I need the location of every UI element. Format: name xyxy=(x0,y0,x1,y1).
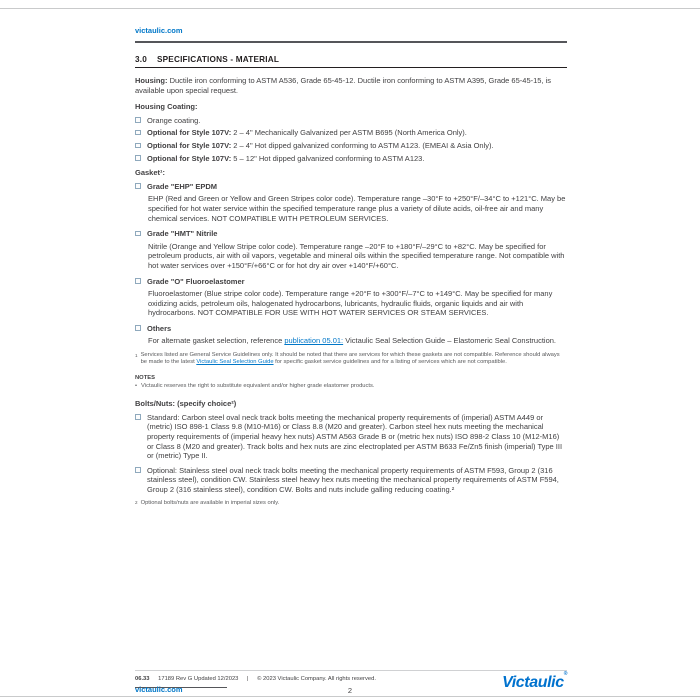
checkbox[interactable] xyxy=(135,467,141,473)
header-rule xyxy=(135,41,567,43)
coating-option-row xyxy=(135,128,567,138)
page-number: 2 xyxy=(347,686,353,695)
bottom-site-link[interactable]: victaulic.com xyxy=(135,685,183,694)
top-site-link[interactable]: victaulic.com xyxy=(135,26,183,35)
gasket-label: Gasket¹: xyxy=(135,168,166,178)
gasket-grade-title: Grade "O" Fluoroelastomer xyxy=(147,276,245,286)
checkbox[interactable] xyxy=(135,278,141,284)
section-heading-rule xyxy=(135,67,567,68)
checkbox[interactable] xyxy=(135,117,141,123)
checkbox[interactable] xyxy=(135,325,141,331)
section-heading xyxy=(135,55,567,64)
checkbox[interactable] xyxy=(135,231,141,237)
bolt-option-row xyxy=(135,413,567,461)
page-bottom-edge xyxy=(0,696,700,697)
footnote-text: Services listed are General Service Guidelines only. It should be noted that there are services for which these gaskets are not compatible. Reference should always be made to the latest Victaulic Seal Selection Guide for specific gasket service guidelines and for a listing of services which are not compatible. xyxy=(140,352,560,366)
housing-label: Housing: xyxy=(135,76,168,85)
checkbox[interactable] xyxy=(135,183,141,189)
coating-option-text: Optional for Style 107V: 2 – 4" Hot dipped galvanized conforming to ASTM A123. (EMEAI & Asia Only). xyxy=(147,140,494,150)
gasket-grade-row xyxy=(135,229,567,239)
bolts-nuts-label: Bolts/Nuts: (specify choice²) xyxy=(135,399,237,409)
coating-option-row xyxy=(135,116,567,126)
logo-text: Victaulic xyxy=(502,674,564,691)
gasket-others-title: Others xyxy=(147,323,172,333)
coating-option-row xyxy=(135,154,567,164)
victaulic-logo xyxy=(502,670,567,692)
checkbox[interactable] xyxy=(135,143,141,149)
section-number: 3.0 xyxy=(135,55,147,64)
footnote-text: Optional bolts/nuts are available in imperial sizes only. xyxy=(140,499,280,506)
footnote-1 xyxy=(135,352,567,367)
bolt-option-text: Standard: Carbon steel oval neck track bolts meeting the mechanical property requirements of (imperial) ASTM A449 or (metric) ISO 898-1 Class 9.8 (M10-M16) or Class 8.8 (M20 and greater). Carbon steel hex nuts meeting the mechanical property requirements of (imperial heavy hex nuts) ASTM A563 Grade B or (metric hex nuts) ISO 898-2 Class 10 (M12-M16) or Class 8 (M20 and greater). Track bolts and hex nuts are zinc electroplated per ASTM B633 Fe/Zn5 finish (imperial) Type III or (metric) Type II. xyxy=(147,412,563,461)
footer-rule xyxy=(135,670,567,671)
coating-option-row xyxy=(135,141,567,151)
bullet-icon: • xyxy=(135,382,138,389)
copyright-text: © 2023 Victaulic Company. All rights reserved. xyxy=(257,676,376,682)
coating-option-text: Optional for Style 107V: 2 – 4" Mechanically Galvanized per ASTM B695 (North America Only). xyxy=(147,128,467,138)
doc-number: 06.33 xyxy=(135,676,150,682)
footnote-marker: 2 xyxy=(135,500,138,506)
gasket-grade-row xyxy=(135,182,567,192)
note-text: Victaulic reserves the right to substitute equivalent and/or higher grade elastomer products. xyxy=(141,382,375,389)
gasket-grade-title: Grade "HMT" Nitrile xyxy=(147,229,218,239)
gasket-grade-title: Grade "EHP" EPDM xyxy=(147,181,218,191)
publication-link[interactable]: publication 05.01: xyxy=(284,336,344,346)
page-content xyxy=(135,20,567,507)
registered-mark-icon: ® xyxy=(563,670,567,677)
section-title: SPECIFICATIONS - MATERIAL xyxy=(156,55,280,64)
checkbox[interactable] xyxy=(135,414,141,420)
gasket-grade-row xyxy=(135,277,567,287)
doc-revision: 17189 Rev G Updated 12/2023 xyxy=(158,676,239,682)
housing-paragraph xyxy=(135,76,567,95)
coating-option-text: Optional for Style 107V: 5 – 12" Hot dipped galvanized conforming to ASTM A123. xyxy=(147,153,425,163)
coating-option-text: Orange coating. xyxy=(147,115,201,125)
gasket-others-desc: For alternate gasket selection, reference publication 05.01: Victaulic Seal Selection Guide – Elastomeric Seal Construction. xyxy=(148,336,557,346)
footer-separator: | xyxy=(247,676,249,682)
notes-label: NOTES xyxy=(135,374,155,381)
footnote-2 xyxy=(135,500,567,507)
footnote-marker: 1 xyxy=(135,352,138,358)
note-item xyxy=(135,383,567,390)
gasket-grade-desc: EHP (Red and Green or Yellow and Green Stripes color code). Temperature range –30°F to +250°F/–34°C to +121°C. May be specified for hot water service within the specified temperature range plus a variety of dilute acids, oil-free air and many chemical services. NOT COMPATIBLE WITH PETROLEUM SERVICES. xyxy=(148,194,566,223)
gasket-grade-desc: Nitrile (Orange and Yellow Stripe color code). Temperature range –20°F to +180°F/–29°C to +82°C. May be specified for petroleum products, air with oil vapors, vegetable and mineral oils within the specified temperature range. Not compatible with hot water services over +150°F/+66°C or for hot dry air over +140°F/+60°C. xyxy=(148,241,565,270)
gasket-others-row xyxy=(135,324,567,334)
checkbox[interactable] xyxy=(135,130,141,136)
page-top-edge xyxy=(0,8,700,9)
checkbox[interactable] xyxy=(135,155,141,161)
housing-text: Ductile iron conforming to ASTM A536, Grade 65-45-12. Ductile iron conforming to ASTM A395, Grade 65-45-15, is available upon special request. xyxy=(135,76,552,95)
bolt-option-row xyxy=(135,466,567,495)
bolt-option-text: Optional: Stainless steel oval neck track bolts meeting the mechanical property requirements of ASTM F593, Group 2 (316 stainless steel), condition CW. Stainless steel heavy hex nuts meeting the mechanical property requirements of ASTM F594, Group 2 (316 stainless steel), condition CW. Bolts and nuts include galling reducing coating.² xyxy=(147,465,559,495)
seal-selection-guide-link[interactable]: Victaulic Seal Selection Guide xyxy=(196,359,274,366)
housing-coating-label: Housing Coating: xyxy=(135,102,198,112)
gasket-grade-desc: Fluoroelastomer (Blue stripe color code). Temperature range +20°F to +300°F/–7°C to +149°C. May be specified for many oxidizing acids, petroleum oils, halogenated hydrocarbons, lubricants, hydraulic fluids, organic liquids and air with hydrocarbons. NOT COMPATIBLE FOR USE WITH HOT WATER SERVICES OR STEAM SERVICES. xyxy=(148,289,553,318)
